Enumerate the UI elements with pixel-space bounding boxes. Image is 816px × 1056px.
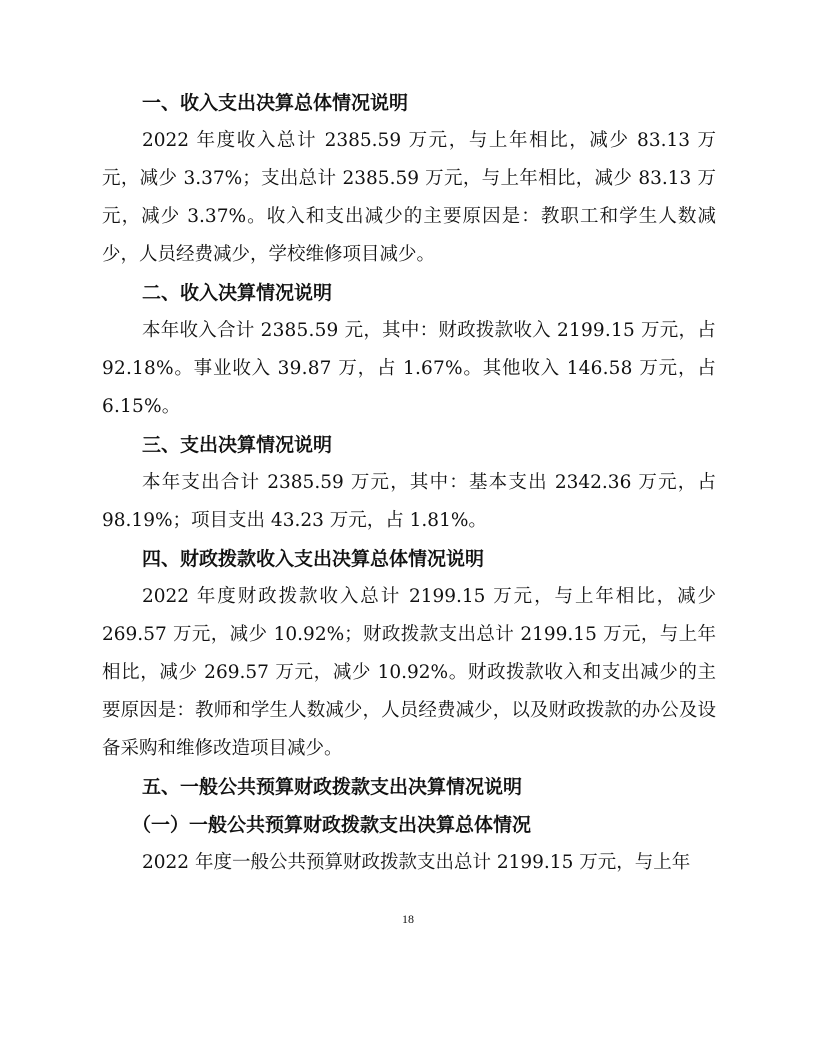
document-body <box>102 84 716 882</box>
section-heading-2: 二、收入决算情况说明 <box>142 282 333 304</box>
section-heading-1: 一、收入支出决算总体情况说明 <box>142 92 409 114</box>
section-paragraph-4: 2022 年度财政拨款收入总计 2199.15 万元，与上年相比，减少 269.57 万元，减少 10.92%；财政拨款支出总计 2199.15 万元，与上年相比，减少 269.57 万元，减少 10.92%。财政拨款收入和支出减少的主要原因是：教师和学生人数减少，人员经费减少，以及财政拨款的办公及设备采购和维修改造项目减少。 <box>102 586 716 759</box>
section-heading-5: 五、一般公共预算财政拨款支出决算情况说明 <box>142 776 523 798</box>
section-heading-3: 三、支出决算情况说明 <box>142 434 333 456</box>
section-paragraph-1: 2022 年度收入总计 2385.59 万元，与上年相比，减少 83.13 万元，减少 3.37%；支出总计 2385.59 万元，与上年相比，减少 83.13 万元，减少 3.37%。收入和支出减少的主要原因是：教职工和学生人数减少，人员经费减少，学校维修项目减少。 <box>102 130 716 265</box>
section-paragraph-2: 本年收入合计 2385.59 元，其中：财政拨款收入 2199.15 万元，占 92.18%。事业收入 39.87 万，占 1.67%。其他收入 146.58 万元，占 6.15%。 <box>102 320 716 417</box>
section-paragraph-5: 2022 年度一般公共预算财政拨款支出总计 2199.15 万元，与上年 <box>142 852 691 873</box>
page-number: 18 <box>402 912 414 926</box>
section-subheading-5-1: （一）一般公共预算财政拨款支出决算总体情况 <box>132 814 532 836</box>
section-heading-4: 四、财政拨款收入支出决算总体情况说明 <box>142 548 485 570</box>
section-paragraph-3: 本年支出合计 2385.59 万元，其中：基本支出 2342.36 万元，占 98.19%；项目支出 43.23 万元，占 1.81%。 <box>102 472 716 531</box>
